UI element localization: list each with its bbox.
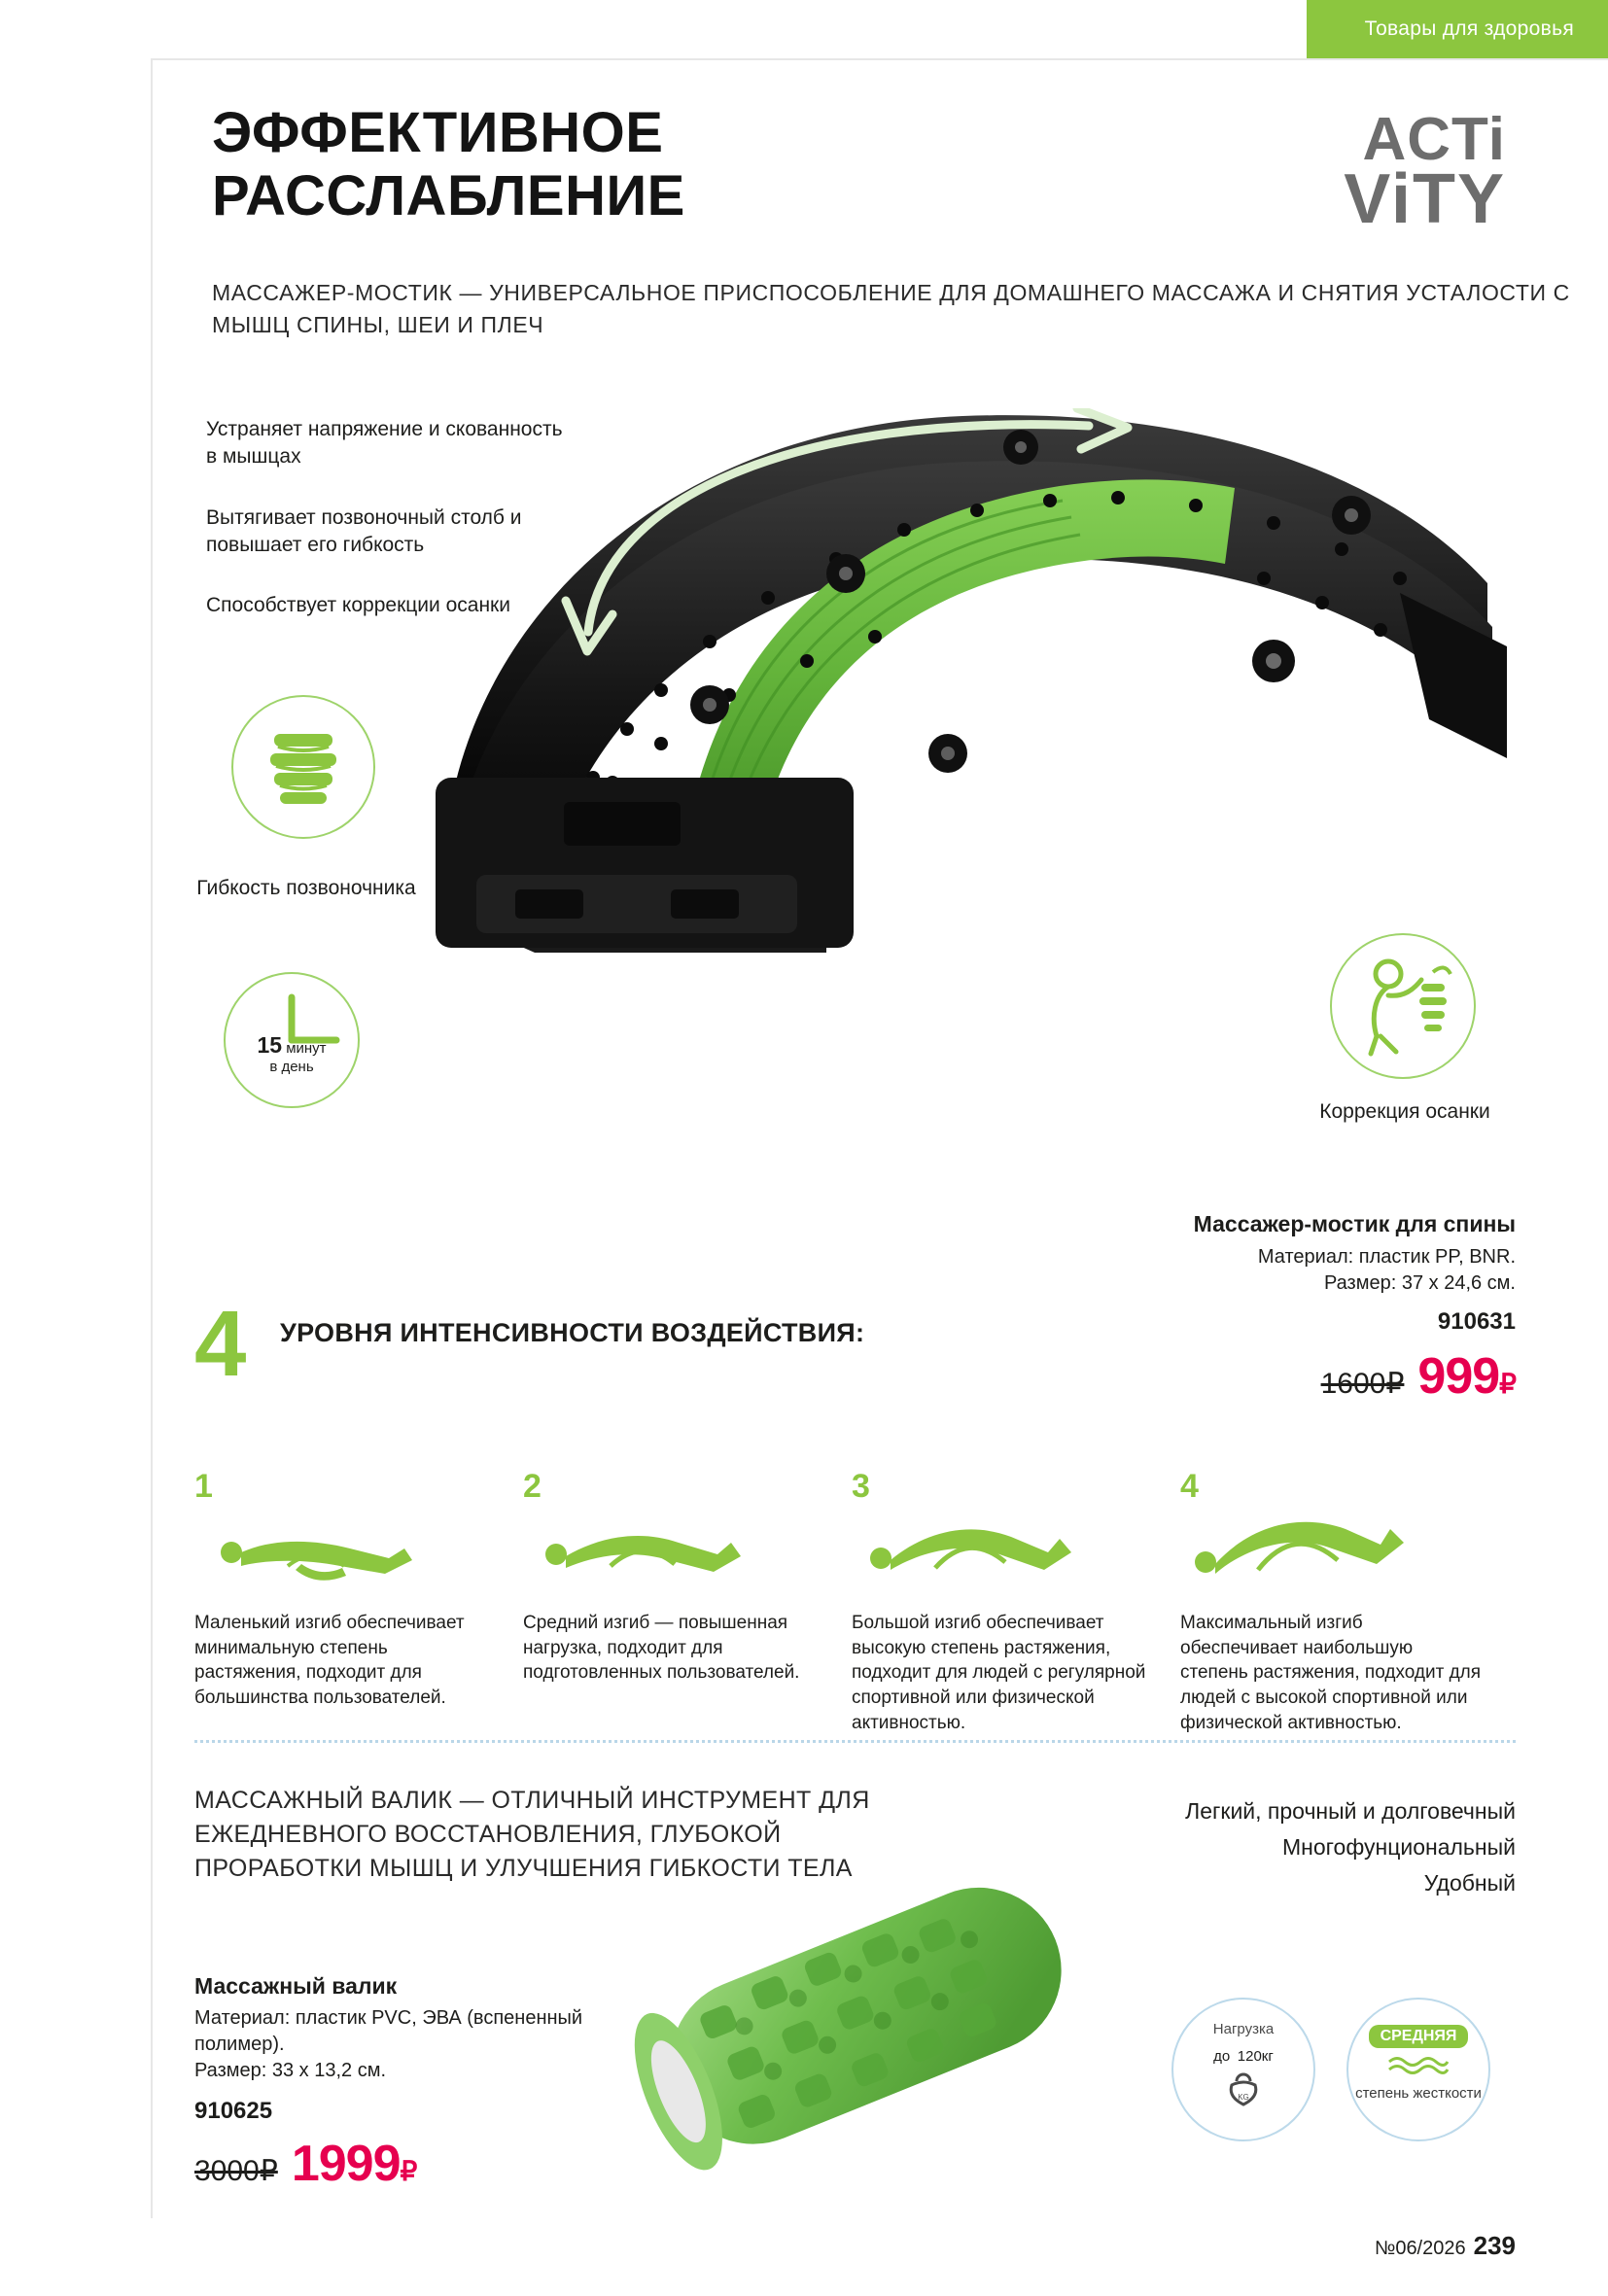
issue-number: №06/2026 <box>1374 2238 1466 2259</box>
time-sub: в день <box>269 1059 314 1075</box>
load-prefix: до <box>1213 2048 1231 2065</box>
feature-item: Вытягивает позвоночный столб и повышает его гибкость <box>206 505 522 557</box>
page-number: 239 <box>1473 2231 1516 2260</box>
category-tab <box>1307 0 1608 58</box>
product-card-roller <box>194 1973 603 2193</box>
level-figure-icon <box>523 1510 824 1593</box>
levels-title: УРОВНЯ ИНТЕНСИВНОСТИ ВОЗДЕЙСТВИЯ: <box>280 1318 865 1347</box>
load-badge-value: до 120кг <box>1213 2048 1274 2065</box>
content-border-top <box>151 58 1608 60</box>
posture-correction-icon <box>1330 933 1476 1079</box>
level-number: 1 <box>194 1468 213 1505</box>
page-margin-left <box>0 0 151 2296</box>
category-tab-label: Товары для здоровья <box>1364 17 1574 40</box>
level-figure-icon <box>194 1510 496 1593</box>
roller-feature-item: Удобный <box>1423 1869 1516 1896</box>
time-unit: минут <box>286 1040 327 1057</box>
load-badge <box>1171 1998 1315 2141</box>
level-item <box>194 1468 496 1735</box>
level-item <box>523 1468 824 1735</box>
spine-flexibility-caption: Гибкость позвоночника <box>196 877 416 899</box>
load-unit: кг <box>1261 2048 1274 2065</box>
level-number: 3 <box>852 1468 870 1505</box>
section-divider <box>194 1740 1516 1743</box>
level-number: 4 <box>1180 1468 1199 1505</box>
time-value: 15 <box>257 1032 283 1058</box>
currency-symbol: ₽ <box>1499 1368 1516 1399</box>
level-description: Маленький изгиб обеспечивает минимальную степень растяжения, подходит для большинства пользователей. <box>194 1613 465 1708</box>
level-item <box>1180 1468 1482 1735</box>
brand-logo-line2: ViTY <box>1344 160 1506 239</box>
feature-item: Способствует коррекции осанки <box>206 594 510 617</box>
load-badge-label: Нагрузка <box>1212 2021 1275 2037</box>
levels-count: 4 <box>194 1292 247 1396</box>
product-code: 910625 <box>194 2098 273 2124</box>
page-subtitle: МАССАЖЕР-МОСТИК — УНИВЕРСАЛЬНОЕ ПРИСПОСОБЛЕНИЕ ДЛЯ ДОМАШНЕГО МАССАЖА И СНЯТИЯ УСТАЛОСТИ С МЫШЦ СПИНЫ, ШЕИ И ПЛЕЧ <box>212 280 1570 338</box>
time-label <box>224 1032 360 1075</box>
product-size: Размер: 33 x 13,2 см. <box>194 2060 387 2081</box>
product-name: Массажный валик <box>194 1973 398 1999</box>
roller-section-title: МАССАЖНЫЙ ВАЛИК — ОТЛИЧНЫЙ ИНСТРУМЕНТ ДЛЯ ЕЖЕДНЕВНОГО ВОССТАНОВЛЕНИЯ, ГЛУБОКОЙ ПРОРАБОТКИ МЫШЦ И УЛУЧШЕНИЯ ГИБКОСТИ ТЕЛА <box>194 1787 870 1882</box>
motion-arrow-icon <box>544 408 1147 700</box>
level-figure-icon <box>852 1510 1153 1593</box>
new-price: 1999₽ <box>291 2136 417 2192</box>
feature-item: Устраняет напряжение и скованность в мышцах <box>206 418 563 469</box>
kettlebell-icon-text: KG <box>1238 2093 1249 2102</box>
level-description: Средний изгиб — повышенная нагрузка, подходит для подготовленных пользователей. <box>523 1613 800 1684</box>
level-description: Большой изгиб обеспечивает высокую степень растяжения, подходит для людей с регулярной спортивной или физической активностью. <box>852 1613 1146 1733</box>
product-card-bridge <box>1107 1210 1516 1406</box>
product-photo-roller <box>603 1803 1147 2221</box>
currency-symbol: ₽ <box>400 2156 417 2186</box>
product-name: Массажер-мостик для спины <box>1193 1211 1516 1236</box>
brand-logo <box>1344 106 1506 239</box>
stiffness-badge <box>1346 1998 1490 2141</box>
new-price: 999₽ <box>1417 1347 1516 1405</box>
product-material: Материал: пластик PVC, ЭВА (вспененный полимер). <box>194 2007 583 2055</box>
posture-correction-caption: Коррекция осанки <box>1319 1100 1490 1123</box>
brand-logo-line1: ACTi <box>1362 106 1506 173</box>
price-row <box>1107 1347 1516 1406</box>
product-material: Материал: пластик PP, BNR. <box>1257 1245 1516 1268</box>
product-code: 910631 <box>1437 1307 1516 1335</box>
level-figure-icon <box>1180 1510 1482 1593</box>
wave-icon <box>1348 2054 1488 2075</box>
level-description: Максимальный изгиб обеспечивает наибольшую степень растяжения, подходит для людей с высокой спортивной или физической активностью. <box>1180 1613 1482 1733</box>
roller-feature-item: Многофунциональный <box>1282 1833 1516 1860</box>
page-footer <box>1375 2231 1516 2261</box>
page-title-line1: ЭФФЕКТИВНОЕ <box>212 101 664 164</box>
content-border-left <box>151 58 153 2218</box>
stiffness-label: степень жесткости <box>1355 2085 1482 2102</box>
levels-list <box>194 1468 1487 1735</box>
old-price: 3000₽ <box>194 2155 278 2187</box>
old-price: 1600₽ <box>1320 1367 1405 1400</box>
price-row <box>194 2135 603 2193</box>
roller-feature-list <box>1107 1793 1516 1900</box>
roller-feature-item: Легкий, прочный и долговечный <box>1185 1798 1516 1824</box>
stiffness-value: СРЕДНЯЯ <box>1369 2025 1469 2048</box>
level-number: 2 <box>523 1468 542 1505</box>
page-title-line2: РАССЛАБЛЕНИЕ <box>212 163 685 227</box>
level-item <box>852 1468 1153 1735</box>
product-size: Размер: 37 x 24,6 см. <box>1323 1271 1516 1294</box>
spine-flexibility-icon <box>231 695 375 839</box>
page-title <box>212 102 685 228</box>
kettlebell-icon <box>1173 2071 1313 2108</box>
